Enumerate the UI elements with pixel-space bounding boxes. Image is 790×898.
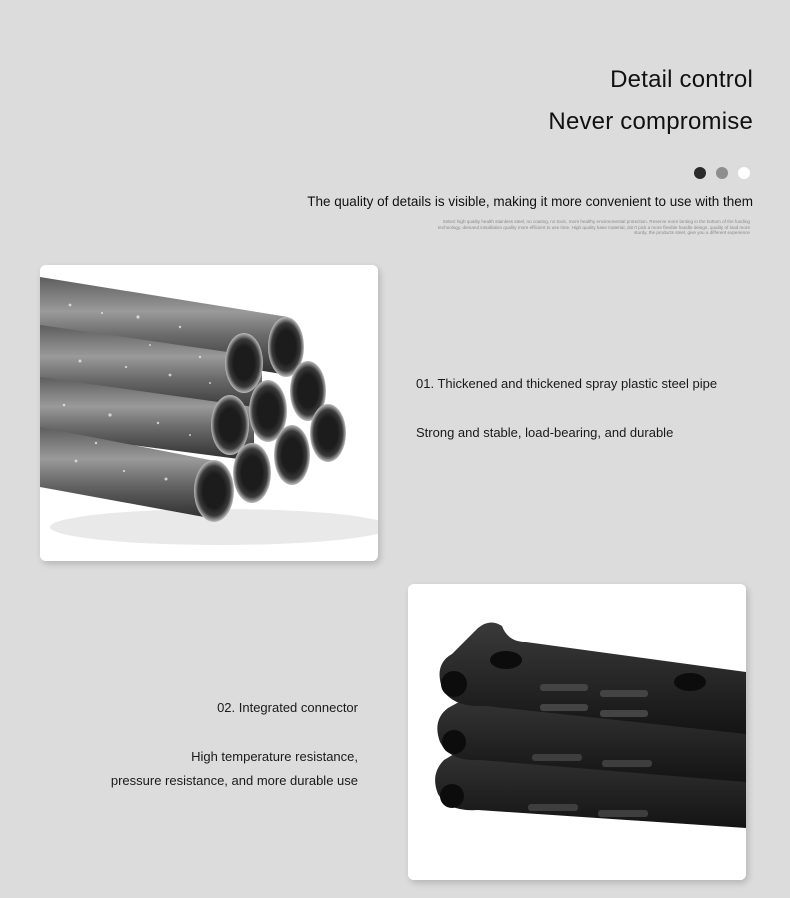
carousel-dots [694, 167, 750, 179]
steel-pipe-image-card [40, 265, 378, 561]
feature-1-title: 01. Thickened and thickened spray plastic steel pipe [416, 376, 718, 391]
feature-1-description: Strong and stable, load-bearing, and durable [416, 425, 674, 440]
steel-pipe-bundle-photo [40, 265, 378, 561]
headline-never-compromise: Never compromise [548, 108, 753, 135]
feature-2-description-line-1: High temperature resistance, [191, 749, 358, 764]
feature-2-title: 02. Integrated connector [217, 700, 358, 715]
section-subtitle: The quality of details is visible, making it more convenient to use with them [307, 194, 753, 209]
connector-image-card [408, 584, 746, 880]
carousel-dot-3[interactable] [738, 167, 750, 179]
headline-detail-control: Detail control [610, 66, 753, 93]
black-connector-stack-photo [408, 584, 746, 880]
feature-2-description-line-2: pressure resistance, and more durable use [110, 773, 358, 788]
carousel-dot-1[interactable] [694, 167, 706, 179]
fine-print: Select high quality health stainless steel, no coating, no toxic, more healthy environmental protection. Reserve more lanting in the bottom of the funding technology, demand installation quality more efficient to use time. High quality base material, don't pick a more flexible handle design, quality of load more sturdy, the products steel, give you a different experience [438, 219, 750, 236]
carousel-dot-2[interactable] [716, 167, 728, 179]
